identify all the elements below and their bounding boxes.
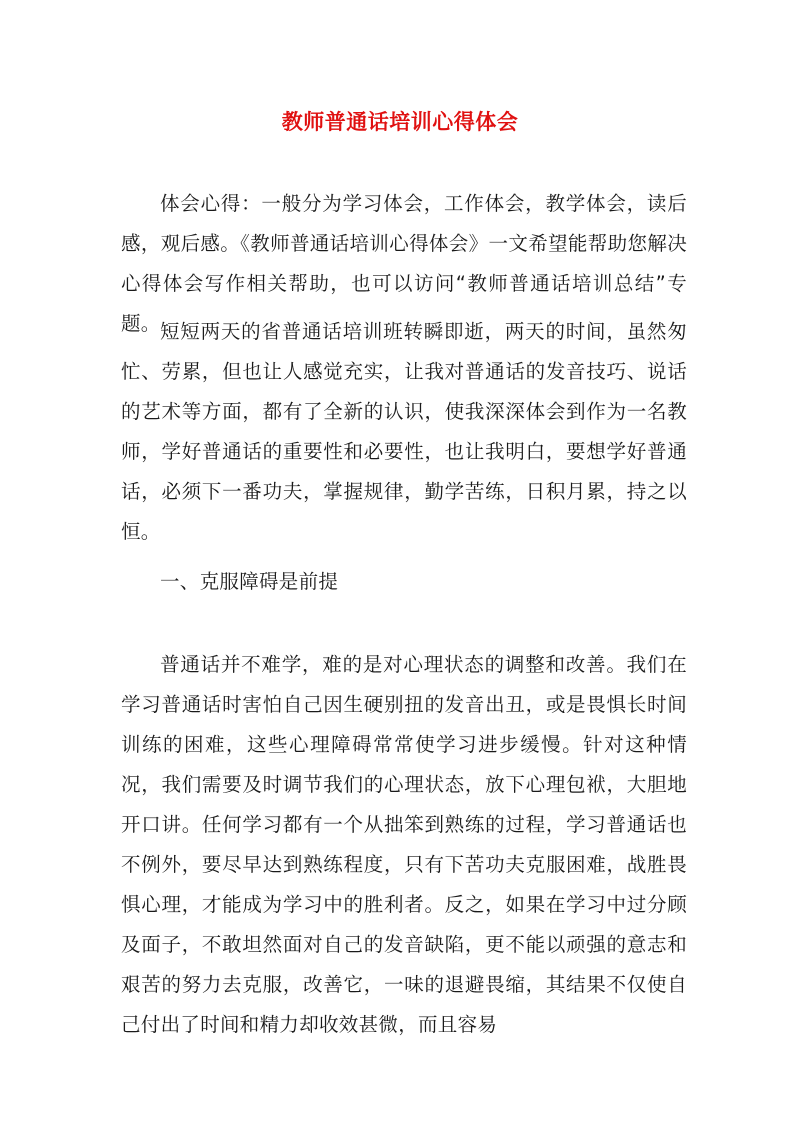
section-paragraph: 普通话并不难学，难的是对心理状态的调整和改善。我们在学习普通话时害怕自己因生硬别扭的发音出丑，或是畏惧长时间训练的困难，这些心理障碍常常使学习进步缓慢。针对这种情况，我们需要及时调节我们的心理状态，放下心理包袱，大胆地开口讲。任何学习都有一个从拙笨到熟练的过程，学习普通话也不例外，要尽早达到熟练程度，只有下苦功夫克服困难，战胜畏惧心理，才能成为学习中的胜利者。反之，如果在学习中过分顾及面子，不敢坦然面对自己的发音缺陷，更不能以顽强的意志和艰苦的努力去克服，改善它，一味的退避畏缩，其结果不仅使自己付出了时间和精力却收效甚微，而且容易 xyxy=(121,653,687,1036)
intro-paragraph: 体会心得：一般分为学习体会，工作体会，教学体会，读后感，观后感。《教师普通话培训心得体会》一文希望能帮助您解决心得体会写作相关帮助，也可以访问“教师普通话培训总结”专题。 xyxy=(121,192,687,335)
document-title: 教师普通话培训心得体会 xyxy=(281,110,519,134)
section-heading: 一、克服障碍是前提 xyxy=(160,570,339,593)
body-paragraph: 短短两天的省普通话培训班转瞬即逝，两天的时间，虽然匆忙、劳累，但也让人感觉充实，让我对普通话的发音技巧、说话的艺术等方面，都有了全新的认识，使我深深体会到作为一名教师，学好普通话的重要性和必要性，也让我明白，要想学好普通话，必须下一番功夫，掌握规律，勤学苦练，日积月累，持之以恒。 xyxy=(121,320,687,543)
